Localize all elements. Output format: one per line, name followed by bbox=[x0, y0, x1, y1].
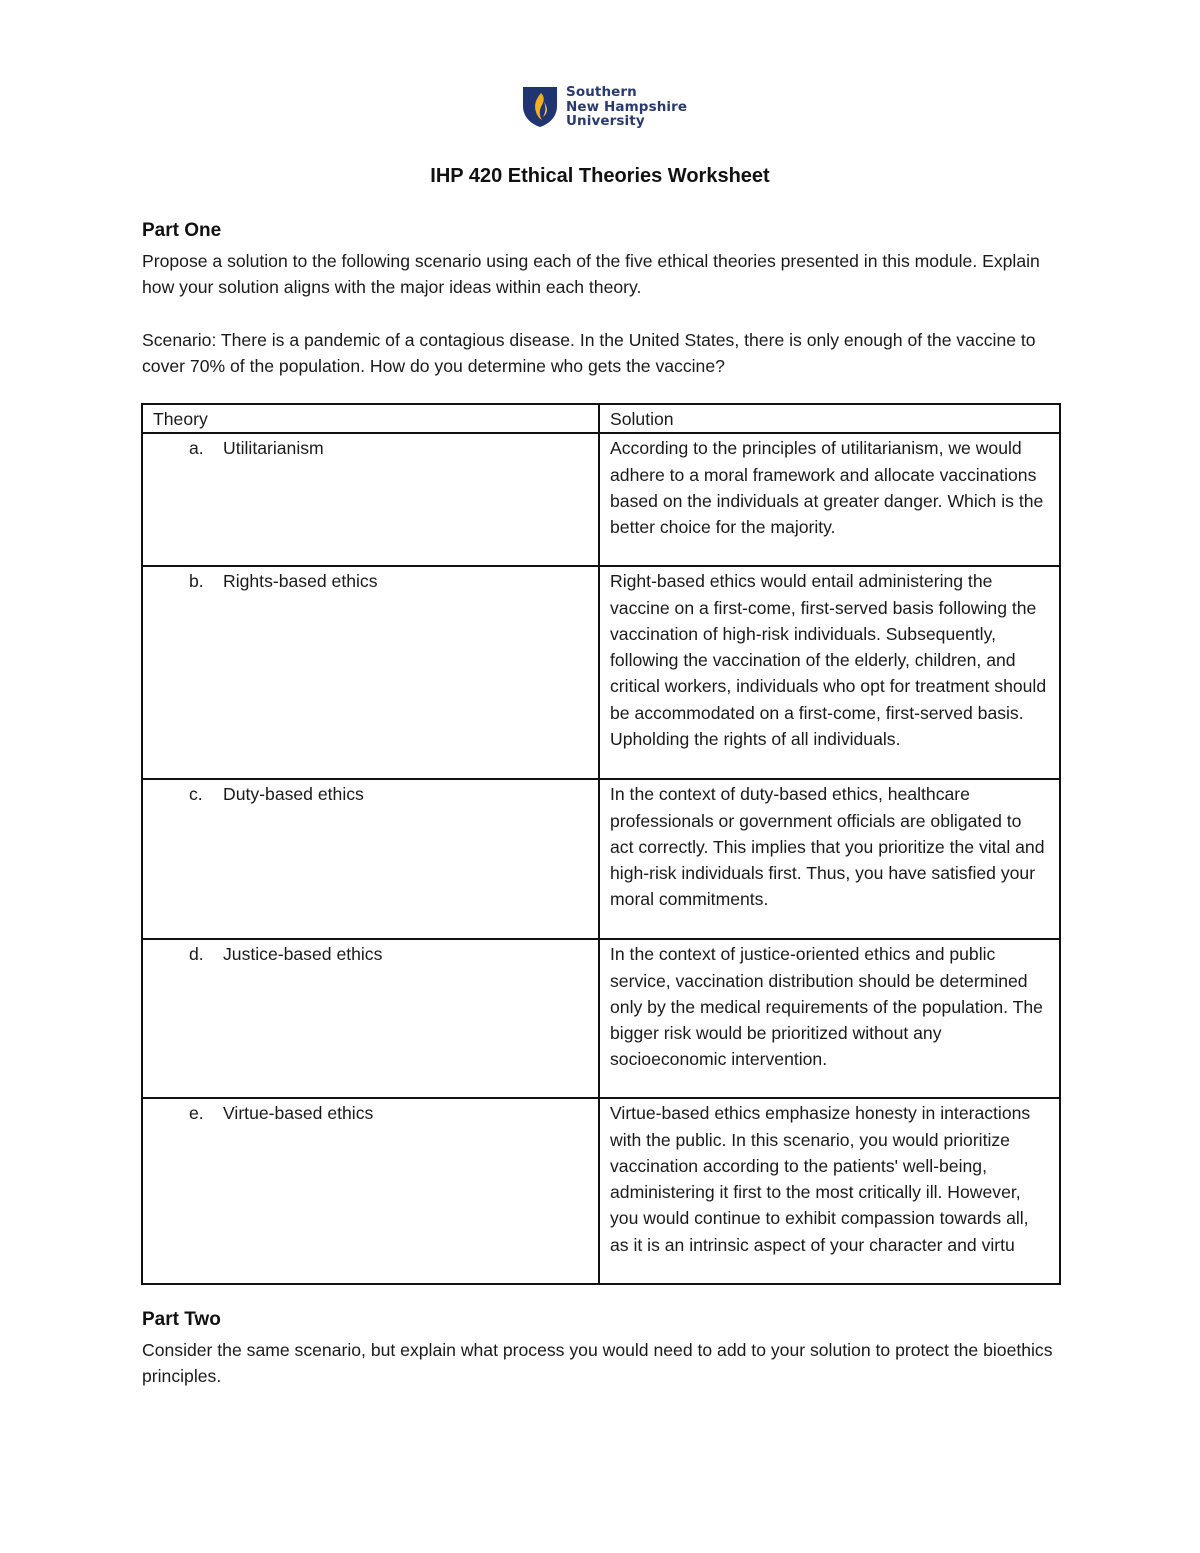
theory-cell bbox=[142, 433, 599, 566]
logo-line-1: Southern bbox=[566, 84, 637, 100]
table-row bbox=[142, 566, 1060, 779]
theory-cell bbox=[142, 939, 599, 1098]
list-letter: e. bbox=[189, 1103, 204, 1124]
logo-line-2: New Hampshire bbox=[566, 98, 688, 115]
university-logo bbox=[522, 86, 687, 129]
header-theory: Theory bbox=[142, 404, 599, 433]
list-letter: c. bbox=[189, 784, 203, 805]
theory-cell bbox=[142, 1098, 599, 1284]
table-row bbox=[142, 939, 1060, 1098]
solution-cell: Virtue-based ethics emphasize honesty in interactions with the public. In this scenario, you would prioritize vaccination according to the patients' well-being, administering it first to the most critically ill. However, you would continue to exhibit compassion towards all, as it is an intrinsic aspect of your character and virtu bbox=[599, 1098, 1060, 1284]
theory-name: Rights-based ethics bbox=[223, 571, 378, 592]
list-letter: d. bbox=[189, 944, 204, 965]
part-two-instructions: Consider the same scenario, but explain what process you would need to add to your solution to protect the bioethics principles. bbox=[142, 1340, 1053, 1386]
theory-name: Duty-based ethics bbox=[223, 784, 364, 805]
header-solution: Solution bbox=[599, 404, 1060, 433]
list-letter: a. bbox=[189, 438, 204, 459]
theory-name: Virtue-based ethics bbox=[223, 1103, 374, 1124]
solution-cell: In the context of justice-oriented ethics and public service, vaccination distribution should be determined only by the medical requirements of the population. The bigger risk would be prioritized without any socioeconomic intervention. bbox=[599, 939, 1060, 1098]
list-letter: b. bbox=[189, 571, 204, 592]
solution-cell: Right-based ethics would entail administering the vaccine on a first-come, first-served basis following the vaccination of high-risk individuals. Subsequently, following the vaccination of the elderly, children, and critical workers, individuals who opt for treatment should be accommodated on a first-come, first-served basis. Upholding the rights of all individuals. bbox=[599, 566, 1060, 779]
theory-cell bbox=[142, 566, 599, 779]
table-row bbox=[142, 779, 1060, 939]
theory-name: Utilitarianism bbox=[223, 438, 324, 459]
logo-wordmark bbox=[566, 85, 687, 129]
table-header-row bbox=[142, 404, 1060, 433]
table-row bbox=[142, 433, 1060, 566]
table-row bbox=[142, 1098, 1060, 1284]
solution-cell: According to the principles of utilitarianism, we would adhere to a moral framework and allocate vaccinations based on the individuals at greater danger. Which is the better choice for the majority. bbox=[599, 433, 1060, 566]
part-two-heading: Part Two bbox=[142, 1309, 221, 1330]
solution-cell: In the context of duty-based ethics, healthcare professionals or government officials are obligated to act correctly. This implies that you prioritize the vital and high-risk individuals first. Thus, you have satisfied your moral commitments. bbox=[599, 779, 1060, 939]
page-title: IHP 420 Ethical Theories Worksheet bbox=[430, 165, 770, 187]
theory-name: Justice-based ethics bbox=[223, 944, 383, 965]
part-one-instructions: Propose a solution to the following scenario using each of the five ethical theories presented in this module. Explain how your solution aligns with the major ideas within each theory. bbox=[142, 251, 1040, 297]
logo-line-3: University bbox=[566, 113, 645, 129]
scenario-text: Scenario: There is a pandemic of a contagious disease. In the United States, there is only enough of the vaccine to cover 70% of the population. How do you determine who gets the vaccine? bbox=[142, 330, 1036, 376]
flame-shield-icon bbox=[522, 86, 558, 128]
ethical-theories-table bbox=[141, 403, 1061, 1285]
part-one-heading: Part One bbox=[142, 220, 222, 241]
theory-cell bbox=[142, 779, 599, 939]
